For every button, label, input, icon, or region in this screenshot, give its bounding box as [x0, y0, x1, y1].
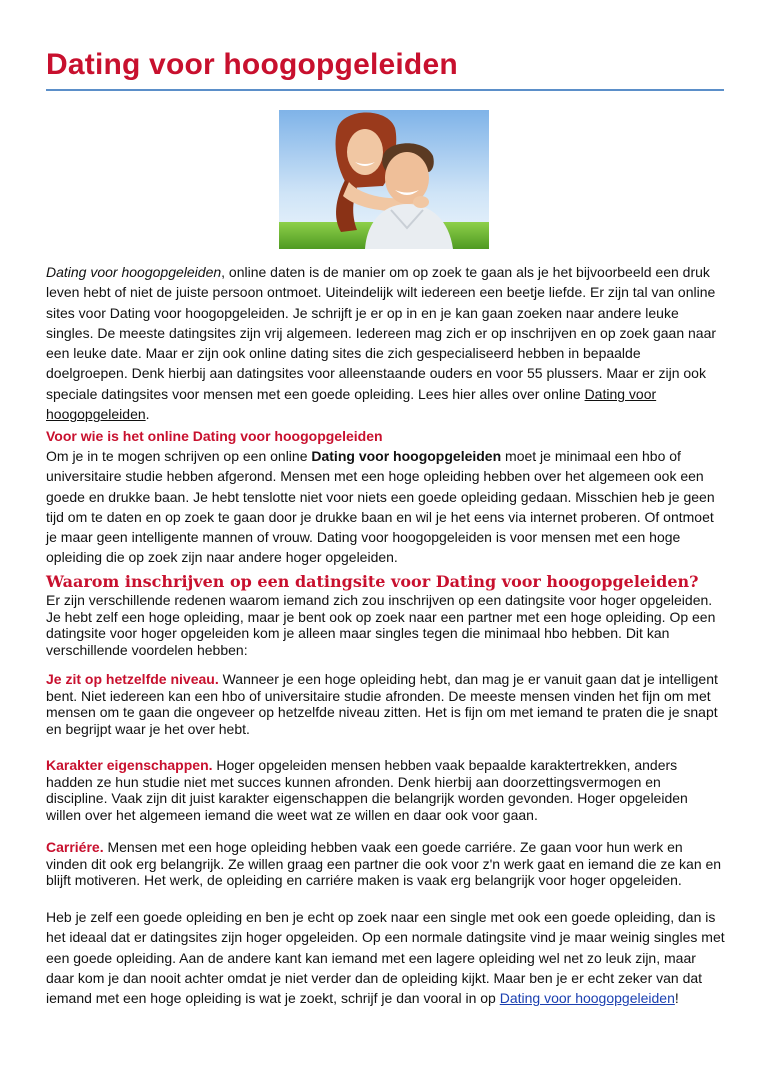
section1-bold: Dating voor hoogopgeleiden — [311, 448, 502, 464]
title-underline — [46, 89, 724, 91]
intro-text: , online daten is de manier om op zoek te gaan als je het bijvoorbeeld een druk leven hebt of niet de juiste persoon ontmoet. Uiteindelijk wilt iedereen een beetje liefde. Er zijn tal van online sites voor Dating voor hoogopgeleiden. Je schrijft je er op in en je kan gaan zoeken naar andere leuke singles. De meeste datingsites zijn vrij algemeen. Iedereen mag zich er op inschrijven en op zoek gaan naar een leuke date. Maar er zijn ook online dating sites die zich gespecialiseerd hebben in bepaalde doelgroepen. Denk hierbij aan datingsites voor alleenstaande ouders en voor 55 plussers. Maar er zijn ook speciale datingsites voor mensen met een goede opleiding. Lees hier alles over online — [46, 264, 717, 402]
section2-paragraph: Er zijn verschillende redenen waarom iemand zich zou inschrijven op een datingsite voor hoger opgeleiden. Je hebt zelf een hoge opleiding, maar je bent ook op zoek naar een partner met een hoge opleiding. Op een datingsite voor hoger opgeleiden kom je alleen maar singles tegen die minimaal hbo hebben. Dit kan verschillende voordelen hebben: — [46, 592, 716, 658]
section1-text-a: Om je in te mogen schrijven op een online — [46, 448, 312, 464]
section1-paragraph — [46, 446, 726, 568]
intro-lead: Dating voor hoogopgeleiden — [46, 264, 222, 280]
advantage-label: Je zit op hetzelfde niveau. — [46, 671, 219, 687]
section1-text-b: moet je minimaal een hbo of universitaire studie hebben afgerond. Mensen met een hoge opleiding hebben over het algemeen ook een goede en drukke baan. Je hebt tenslotte niet voor niets een goede opleiding gedaan. Misschien heb je geen tijd om te daten en op zoek te gaan door je drukke baan en wil je het eens via internet proberen. Of ontmoet je maar geen intelligente mannen of vrouw. Dating voor hoogopgeleiden is voor mensen met een hoge opleiding die op zoek zijn naar andere hoger opgeleiden. — [46, 448, 715, 566]
advantage-item — [46, 839, 726, 889]
page-title: Dating voor hoogopgeleiden — [46, 48, 458, 81]
advantage-label: Carriére. — [46, 839, 104, 855]
intro-paragraph — [46, 262, 726, 424]
advantage-label: Karakter eigenschappen. — [46, 757, 213, 773]
intro-end: . — [145, 406, 150, 423]
closing-end: ! — [674, 990, 679, 1007]
intro-link[interactable]: Dating voor hoogopgeleiden — [46, 385, 657, 423]
advantage-item — [46, 671, 726, 737]
advantage-item — [46, 757, 726, 823]
closing-text: Heb je zelf een goede opleiding en ben je echt op zoek naar een single met ook een goede opleiding, dan is het ideaal dat er datingsites zijn hoger opgeleiden. Op een normale datingsite vind je maar weinig singles met een goede opleiding. Aan de andere kant kan iemand met een lagere opleiding wel net zo leuk zijn, maar daar kom je dan nooit achter omdat je niet verder dan de opleiding kijkt. Maar ben je er echt zeker van dat iemand met een hoge opleiding is wat je zoekt, schrijf je dan vooral in op — [46, 909, 725, 1007]
section1-heading: Voor wie is het online Dating voor hoogopgeleiden — [46, 428, 383, 444]
couple-photo — [279, 110, 489, 249]
closing-link[interactable]: Dating voor hoogopgeleiden — [499, 990, 675, 1007]
advantage-text: Mensen met een hoge opleiding hebben vaak een goede carriére. Ze gaan voor hun werk en vinden dit ook erg belangrijk. Ze willen graag een partner die ook voor z'n werk gaat en iemand die ze kan en blijft motiveren. Het werk, de opleiding en carriére maken is vaak erg belangrijk voor hoger opgeleiden. — [46, 839, 722, 889]
section2-heading: Waarom inschrijven op een datingsite voor Dating voor hoogopgeleiden? — [46, 572, 699, 591]
advantage-text: Wanneer je een hoge opleiding hebt, dan mag je er vanuit gaan dat je intelligent bent. Niet iedereen kan een hbo of universitaire studie afronden. De meeste mensen vinden het fijn om met mensen om te gaan die ongeveer op hetzelfde niveau zitten. Het is fijn om met iemand te praten die je snapt en begrijpt waar je het over hebt. — [46, 671, 718, 737]
advantage-text: Hoger opgeleiden mensen hebben vaak bepaalde karaktertrekken, anders hadden ze hun studie niet met succes kunnen afronden. Denk hierbij aan doorzettingsvermogen en discipline. Vaak zijn dit juist karakter eigenschappen die belangrijk worden gevonden. Hoger opgeleiden willen over het algemeen iemand die weet wat ze willen en daar ook voor gaan. — [46, 757, 688, 823]
closing-paragraph — [46, 907, 726, 1008]
